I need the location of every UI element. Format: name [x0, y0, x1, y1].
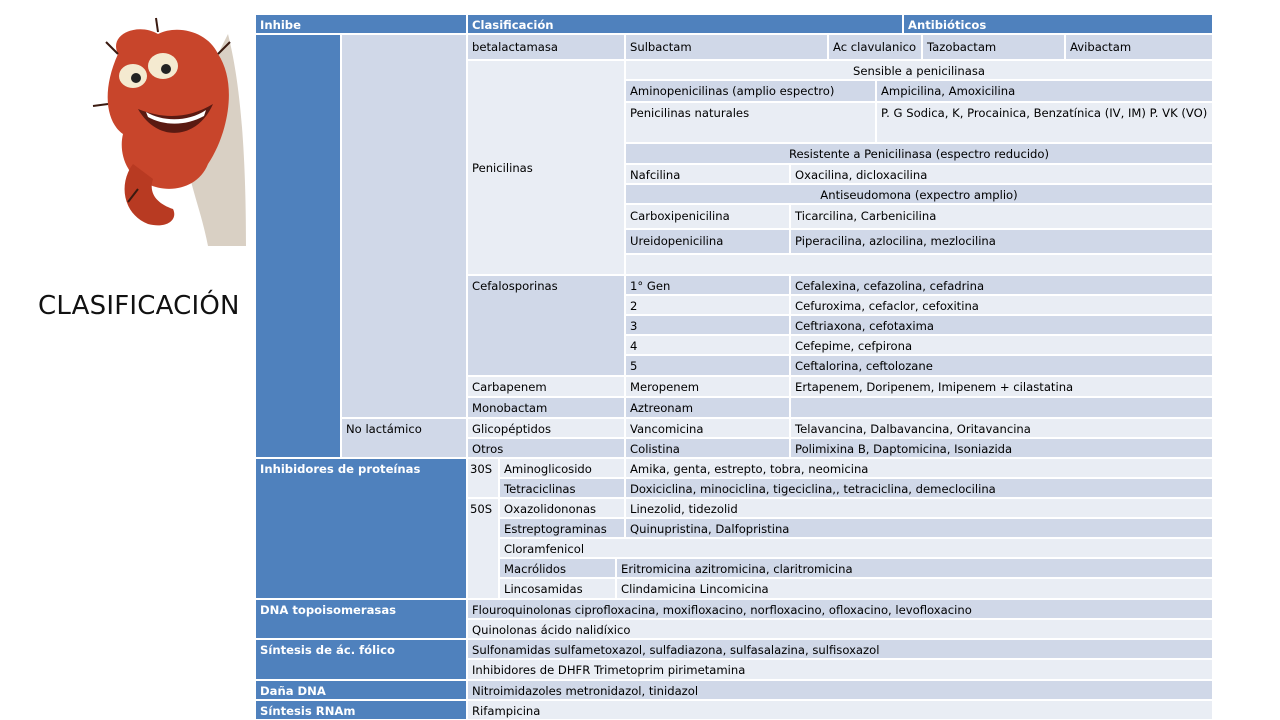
- betalactamasa-item: Ac clavulanico: [828, 34, 922, 60]
- cef-gen: 2: [625, 295, 790, 315]
- cef-gen: 3: [625, 315, 790, 335]
- naturales-drugs: P. G Sodica, K, Procainica, Benzatínica (IV, IM) P. VK (VO): [876, 102, 1213, 143]
- lincosamidas-label: Lincosamidas: [499, 578, 616, 599]
- glico-label: Glicopéptidos: [467, 418, 625, 438]
- penicilinas-label: Penicilinas: [467, 60, 625, 275]
- carboxi-label: Carboxipenicilina: [625, 204, 790, 229]
- lincosamidas-drugs: Clindamicina Lincomicina: [616, 578, 1213, 599]
- cef-drugs: Cefalexina, cefazolina, cefadrina: [790, 275, 1213, 295]
- cloramfenicol: Cloramfenicol: [499, 538, 1213, 558]
- carbapenem-main: Meropenem: [625, 376, 790, 397]
- cef-drugs: Ceftriaxona, cefotaxima: [790, 315, 1213, 335]
- s50-label: 50S: [467, 498, 499, 599]
- rnam-label: Síntesis RNAm: [255, 700, 467, 720]
- resistente-penicilinasa: Resistente a Penicilinasa (espectro reducido): [625, 143, 1213, 164]
- antiseudomona: Antiseudomona (expectro amplio): [625, 184, 1213, 204]
- betalactamasa-item: Avibactam: [1065, 34, 1213, 60]
- naturales-label: Penicilinas naturales: [625, 102, 876, 143]
- cef-gen: 4: [625, 335, 790, 355]
- cef-drugs: Cefuroxima, cefaclor, cefoxitina: [790, 295, 1213, 315]
- cef-drugs: Cefepime, cefpirona: [790, 335, 1213, 355]
- betalactamasa-item: Tazobactam: [922, 34, 1065, 60]
- group-cell-wall: [255, 34, 341, 458]
- dana-label: Daña DNA: [255, 680, 467, 700]
- betalactamasa-label: betalactamasa: [467, 34, 625, 60]
- ureido-label: Ureidopenicilina: [625, 229, 790, 254]
- folico-row: Sulfonamidas sulfametoxazol, sulfadiazona, sulfasalazina, sulfisoxazol: [467, 639, 1213, 659]
- oxazolidononas-drugs: Linezolid, tidezolid: [625, 498, 1213, 518]
- carbapenem-label: Carbapenem: [467, 376, 625, 397]
- glico-main: Vancomicina: [625, 418, 790, 438]
- rnam-row: Rifampicina: [467, 700, 1213, 720]
- sensible-penicilinasa: Sensible a penicilinasa: [625, 60, 1213, 80]
- tetraciclinas-label: Tetraciclinas: [499, 478, 625, 498]
- aminopenicilinas-label: Aminopenicilinas (amplio espectro): [625, 80, 876, 102]
- otros-others: Polimixina B, Daptomicina, Isoniazida: [790, 438, 1213, 458]
- dana-row: Nitroimidazoles metronidazol, tinidazol: [467, 680, 1213, 700]
- glico-others: Telavancina, Dalbavancina, Oritavancina: [790, 418, 1213, 438]
- cefalosporinas-label: Cefalosporinas: [467, 275, 625, 376]
- macrolidos-drugs: Eritromicina azitromicina, claritromicina: [616, 558, 1213, 578]
- cef-gen: 5: [625, 355, 790, 376]
- nafcilina-drugs: Oxacilina, dicloxacilina: [790, 164, 1213, 184]
- estreptograminas-label: Estreptograminas: [499, 518, 625, 538]
- topo-row: Quinolonas ácido nalidíxico: [467, 619, 1213, 639]
- topo-row: Flouroquinolonas ciprofloxacina, moxifloxacino, norfloxacino, ofloxacino, levofloxacino: [467, 599, 1213, 619]
- topo-label: DNA topoisomerasas: [255, 599, 467, 639]
- cef-drugs: Ceftalorina, ceftolozane: [790, 355, 1213, 376]
- monobactam-main: Aztreonam: [625, 397, 790, 418]
- estreptograminas-drugs: Quinupristina, Dalfopristina: [625, 518, 1213, 538]
- aminopenicilinas-drugs: Ampicilina, Amoxicilina: [876, 80, 1213, 102]
- otros-main: Colistina: [625, 438, 790, 458]
- carbapenem-others: Ertapenem, Doripenem, Imipenem + cilastatina: [790, 376, 1213, 397]
- header-inhibe: Inhibe: [255, 14, 467, 34]
- page-title: CLASIFICACIÓN: [38, 291, 240, 321]
- aminoglicosido-label: Aminoglicosido: [499, 458, 625, 478]
- proteinas-label: Inhibidores de proteínas: [255, 458, 467, 599]
- nafcilina-label: Nafcilina: [625, 164, 790, 184]
- macrolidos-label: Macrólidos: [499, 558, 616, 578]
- header-antibioticos: Antibióticos: [903, 14, 1213, 34]
- aminoglicosido-drugs: Amika, genta, estrepto, tobra, neomicina: [625, 458, 1213, 478]
- carboxi-drugs: Ticarcilina, Carbenicilina: [790, 204, 1213, 229]
- otros-label: Otros: [467, 438, 625, 458]
- betalactamasa-item: Sulbactam: [625, 34, 828, 60]
- s30-label: 30S: [467, 458, 499, 498]
- monobactam-empty: [790, 397, 1213, 418]
- folico-label: Síntesis de ác. fólico: [255, 639, 467, 680]
- oxazolidononas-label: Oxazolidononas: [499, 498, 625, 518]
- bacteria-mascot-icon: [78, 14, 246, 246]
- monobactam-label: Monobactam: [467, 397, 625, 418]
- header-clasificacion: Clasificación: [467, 14, 903, 34]
- cef-gen: 1° Gen: [625, 275, 790, 295]
- empty-row: [625, 254, 1213, 275]
- group-lactamico: [341, 34, 467, 418]
- antibiotics-table: [255, 14, 1213, 720]
- ureido-drugs: Piperacilina, azlocilina, mezlocilina: [790, 229, 1213, 254]
- folico-row: Inhibidores de DHFR Trimetoprim pirimetamina: [467, 659, 1213, 680]
- tetraciclinas-drugs: Doxiciclina, minociclina, tigeciclina,, tetraciclina, demeclocilina: [625, 478, 1213, 498]
- no-lactamico-label: No lactámico: [341, 418, 467, 458]
